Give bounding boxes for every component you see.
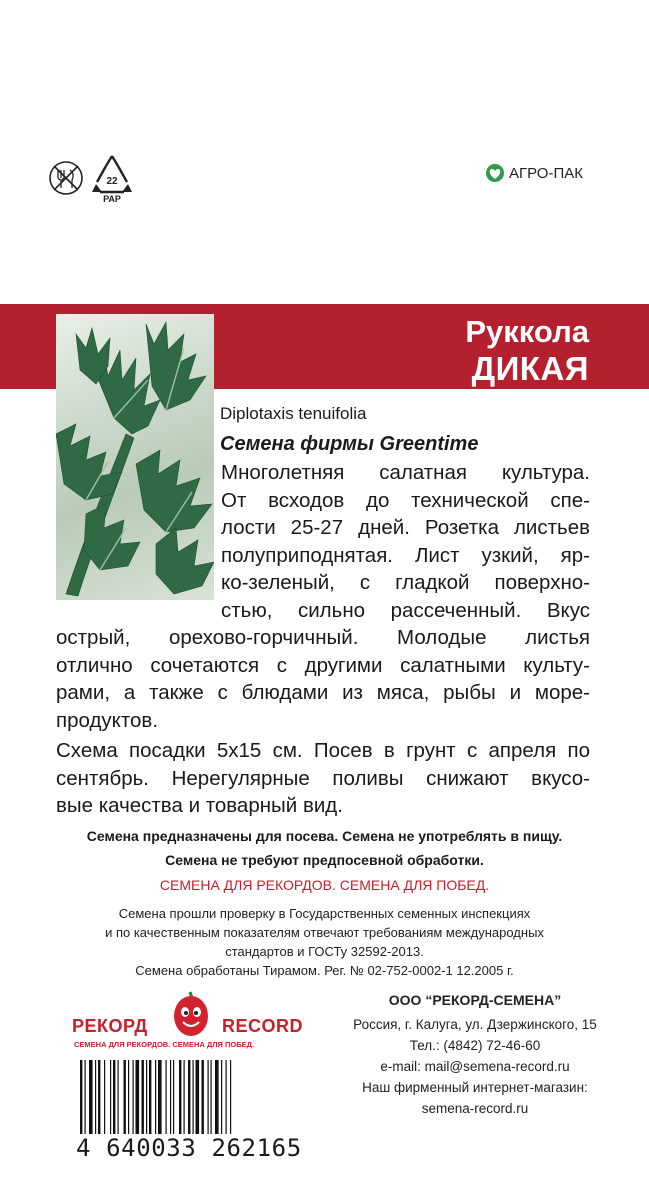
cert-line: стандартов и ГОСТу 32592-2013.	[225, 944, 424, 959]
barcode-bar	[113, 1060, 115, 1134]
desc-line: продуктов.	[56, 708, 159, 732]
barcode-bar	[221, 1060, 222, 1134]
barcode-bar	[193, 1060, 194, 1134]
barcode-bar	[170, 1060, 171, 1134]
desc-line: острый, орехово-горчичный. Молодые листья	[56, 626, 590, 649]
product-variety: ДИКАЯ	[471, 350, 589, 387]
company-address: Россия, г. Калуга, ул. Дзержинского, 15	[353, 1017, 597, 1032]
logo-tagline: СЕМЕНА ДЛЯ РЕКОРДОВ. СЕМЕНА ДЛЯ ПОБЕД.	[74, 1040, 255, 1049]
agro-pak-icon	[485, 163, 505, 183]
warning-not-food: Семена предназначены для посева. Семена не употреблять в пищу.	[86, 828, 563, 844]
desc-line: Многолетняя салатная культура.	[221, 461, 590, 484]
slogan: СЕМЕНА ДЛЯ РЕКОРДОВ. СЕМЕНА ДЛЯ ПОБЕД.	[159, 877, 490, 893]
barcode-bar	[226, 1060, 227, 1134]
recycling-icon	[88, 152, 136, 204]
warning-no-treatment: Семена не требуют предпосевной обработки.	[165, 852, 484, 868]
barcode-bar	[215, 1060, 219, 1134]
barcode-bar	[118, 1060, 119, 1134]
agro-pak-text: АГРО-ПАК	[509, 164, 583, 182]
cert-line: и по качественным показателям отвечают требованиям международных	[105, 925, 544, 940]
desc-line: От всходов до технической спе-	[221, 488, 590, 512]
barcode-bar	[80, 1060, 82, 1134]
company-name: ООО “РЕКОРД-СЕМЕНА”	[388, 992, 562, 1008]
desc-line: лости 25-27 дней. Розетка листьев	[221, 516, 590, 539]
recycling-material: PAP	[103, 194, 121, 204]
barcode-bar	[124, 1060, 126, 1134]
description-wide	[56, 624, 590, 734]
seed-firm: Семена фирмы Greentime	[220, 433, 479, 455]
company-info	[340, 990, 610, 1119]
barcode-bar	[104, 1060, 105, 1134]
barcode-bar	[155, 1060, 156, 1134]
barcode-bar	[110, 1060, 111, 1134]
planting-info	[56, 737, 590, 820]
treatment-line: Семена обработаны Тирамом. Рег. № 02-752-0002-1 12.2005 г.	[135, 963, 514, 978]
barcode-bar	[149, 1060, 151, 1134]
barcode-bar	[85, 1060, 86, 1134]
barcode-bar	[133, 1060, 134, 1134]
barcode-bar	[128, 1060, 129, 1134]
company-phone: Тел.: (4842) 72-46-60	[409, 1038, 541, 1053]
planting-line: Схема посадки 5х15 см. Посев в грунт с апреля по	[56, 739, 590, 762]
description-narrow	[221, 459, 590, 624]
cert-line: Семена прошли проверку в Государственных семенных инспекциях	[118, 906, 531, 921]
shop-label: Наш фирменный интернет-магазин:	[362, 1080, 588, 1095]
agro-pak-logo	[485, 162, 583, 184]
barcode-bar	[146, 1060, 147, 1134]
logo-text-en: RECORD	[222, 1016, 304, 1036]
desc-line: полуприподнятая. Лист узкий, яр-	[221, 543, 590, 567]
barcode-bar	[179, 1060, 181, 1134]
record-logo	[72, 990, 312, 1050]
barcode-bar	[208, 1060, 209, 1134]
barcode-bar	[230, 1060, 231, 1134]
company-email[interactable]: e-mail: mail@semena-record.ru	[380, 1059, 570, 1074]
barcode-bar	[211, 1060, 212, 1134]
product-name: Руккола	[465, 314, 589, 349]
barcode-number: 4 640033 262165	[76, 1134, 302, 1162]
planting-line: вые качества и товарный вид.	[56, 794, 343, 817]
barcode-bar	[89, 1060, 93, 1134]
barcode-bar	[98, 1060, 100, 1134]
barcode-bar	[188, 1060, 190, 1134]
desc-line: отлично сочетаются с другими салатными культу-	[56, 653, 590, 677]
barcode-bar	[158, 1060, 162, 1134]
shop-url[interactable]: semena-record.ru	[421, 1101, 529, 1116]
desc-line: стью, сильно рассеченный. Вкус	[221, 598, 590, 622]
barcode-bar	[202, 1060, 204, 1134]
barcode-bar	[166, 1060, 167, 1134]
desc-line: рами, а также с блюдами из мяса, рыбы и море-	[56, 681, 590, 704]
notes-block	[0, 824, 649, 980]
desc-line: ко-зеленый, с гладкой поверхно-	[221, 571, 590, 594]
barcode-bar	[142, 1060, 144, 1134]
barcode-bar	[95, 1060, 96, 1134]
barcode-bar	[196, 1060, 200, 1134]
barcode-bar	[184, 1060, 185, 1134]
pepper-mascot-icon	[168, 990, 214, 1042]
recycling-code: 22	[106, 176, 118, 187]
latin-name: Diplotaxis tenuifolia	[220, 404, 367, 423]
barcode-bar	[136, 1060, 140, 1134]
barcode-bar	[173, 1060, 174, 1134]
planting-line: сентябрь. Нерегулярные поливы снижают вкусо-	[56, 766, 590, 790]
arugula-photo	[56, 314, 214, 600]
logo-text-ru: РЕКОРД	[72, 1016, 148, 1036]
